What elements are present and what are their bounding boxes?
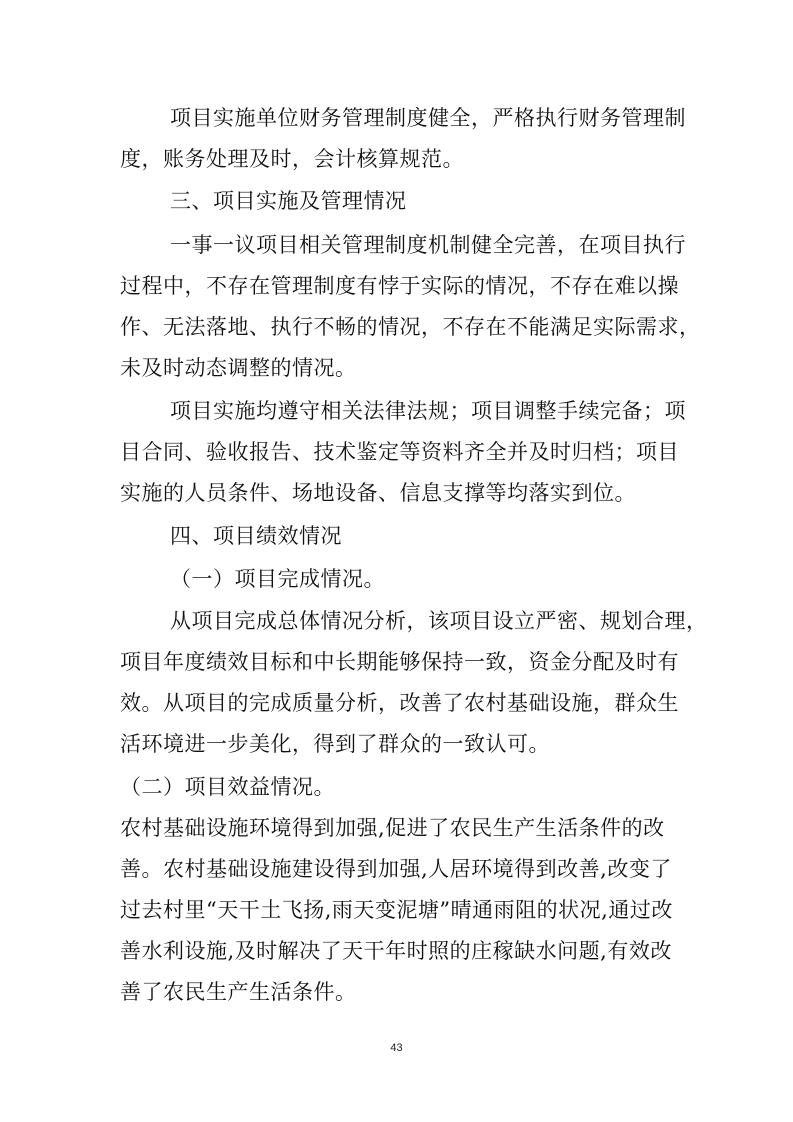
paragraph-compliance-line-1: 项目实施均遵守相关法律法规；项目调整手续完备；项 bbox=[170, 399, 686, 423]
paragraph-completion-line-3: 效。从项目的完成质量分析，改善了农村基础设施，群众生 bbox=[120, 691, 679, 715]
paragraph-benefit-line-3: 过去村里“天干土飞扬,雨天变泥塘”晴通雨阻的状况,通过改 bbox=[120, 898, 673, 922]
section-heading-3: 三、项目实施及管理情况 bbox=[170, 189, 407, 213]
paragraph-benefit-line-2: 善。农村基础设施建设得到加强,人居环境得到改善,改变了 bbox=[120, 857, 672, 881]
section-heading-4: 四、项目绩效情况 bbox=[170, 524, 342, 548]
paragraph-compliance-line-2: 目合同、验收报告、技术鉴定等资料齐全并及时归档；项目 bbox=[120, 440, 679, 464]
paragraph-management-line-1: 一事一议项目相关管理制度机制健全完善，在项目执行 bbox=[170, 233, 686, 257]
subheading-completion: （一）项目完成情况。 bbox=[170, 567, 385, 591]
paragraph-finance-line-2: 度，账务处理及时，会计核算规范。 bbox=[120, 147, 464, 171]
paragraph-completion-line-4: 活环境进一步美化，得到了群众的一致认可。 bbox=[120, 732, 550, 756]
paragraph-management-line-4: 未及时动态调整的情况。 bbox=[120, 356, 357, 380]
page-number: 43 bbox=[390, 1042, 403, 1054]
paragraph-finance-line-1: 项目实施单位财务管理制度健全，严格执行财务管理制 bbox=[170, 106, 686, 130]
paragraph-completion-line-2: 项目年度绩效目标和中长期能够保持一致，资金分配及时有 bbox=[120, 650, 679, 674]
subheading-benefit: （二）项目效益情况。 bbox=[120, 775, 335, 799]
paragraph-management-line-2: 过程中，不存在管理制度有悖于实际的情况，不存在难以操 bbox=[120, 274, 679, 298]
paragraph-benefit-line-1: 农村基础设施环境得到加强,促进了农民生产生活条件的改 bbox=[120, 816, 665, 840]
paragraph-compliance-line-3: 实施的人员条件、场地设备、信息支撑等均落实到位。 bbox=[120, 481, 636, 505]
paragraph-management-line-3: 作、无法落地、执行不畅的情况，不存在不能满足实际需求， bbox=[120, 315, 701, 339]
paragraph-benefit-line-4: 善水利设施,及时解决了天干年时照的庄稼缺水问题,有效改 bbox=[120, 939, 672, 963]
paragraph-benefit-line-5: 善了农民生产生活条件。 bbox=[120, 980, 357, 1004]
paragraph-completion-line-1: 从项目完成总体情况分析，该项目设立严密、规划合理， bbox=[170, 609, 708, 633]
